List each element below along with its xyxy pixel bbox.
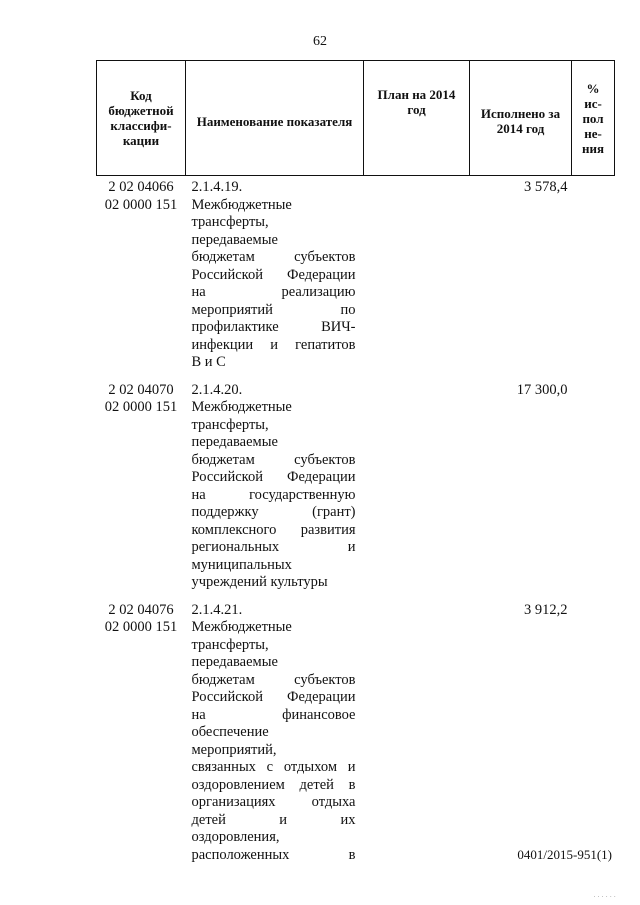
name-line: детей и их bbox=[191, 811, 356, 828]
name-line: расположенных в bbox=[191, 846, 356, 863]
name-line: Межбюджетные bbox=[191, 619, 292, 635]
name-line: трансферты, bbox=[191, 214, 269, 230]
name-line: 2.1.4.20. bbox=[191, 381, 243, 398]
header-name: Наименование показателя bbox=[186, 61, 364, 176]
page-number: 62 bbox=[313, 34, 327, 49]
name-line: на реализацию bbox=[191, 284, 356, 300]
name-line: связанных с отдыхом и bbox=[191, 759, 356, 775]
name-line: передаваемые bbox=[191, 231, 278, 248]
name-line: 2.1.4.19. bbox=[191, 179, 243, 195]
row-plan bbox=[364, 602, 470, 865]
budget-table bbox=[96, 60, 615, 864]
row-executed: 3 912,2 bbox=[524, 601, 568, 618]
name-line: передаваемые bbox=[191, 654, 278, 670]
row-plan bbox=[364, 176, 470, 372]
name-line: на финансовое bbox=[191, 706, 356, 723]
table-row bbox=[97, 176, 615, 372]
row-name bbox=[186, 602, 364, 865]
row-executed: 3 578,4 bbox=[524, 179, 568, 195]
row-code: 2 02 04066 02 0000 151 bbox=[104, 179, 178, 213]
row-percent bbox=[572, 176, 615, 372]
name-line: трансферты, bbox=[191, 416, 269, 433]
scan-mark: · · · · · · bbox=[593, 893, 616, 901]
name-line: Российской Федерации bbox=[191, 689, 356, 705]
name-line: профилактике ВИЧ- bbox=[191, 319, 356, 335]
table-row bbox=[97, 602, 615, 865]
row-code: 2 02 04070 02 0000 151 bbox=[104, 381, 178, 415]
table-header bbox=[97, 61, 615, 176]
name-line: Российской Федерации bbox=[191, 469, 356, 485]
name-line: Межбюджетные bbox=[191, 399, 292, 415]
row-name bbox=[186, 382, 364, 592]
name-line: 2.1.4.21. bbox=[191, 601, 243, 618]
header-code: Код бюджетной классифи- кации bbox=[97, 61, 186, 176]
row-percent bbox=[572, 382, 615, 592]
name-line: региональных и bbox=[191, 539, 356, 555]
name-line: муниципальных bbox=[191, 556, 292, 573]
header-plan: План на 2014 год bbox=[364, 61, 470, 176]
row-name bbox=[186, 176, 364, 372]
name-line: оздоровлением детей в bbox=[191, 776, 356, 793]
name-line: организациях отдыха bbox=[191, 794, 356, 810]
name-line: поддержку (грант) bbox=[191, 504, 356, 520]
document-code: 0401/2015-951(1) bbox=[517, 847, 612, 862]
row-executed: 17 300,0 bbox=[516, 381, 568, 398]
row-percent bbox=[572, 602, 615, 865]
name-line: обеспечение bbox=[191, 724, 269, 740]
row-code: 2 02 04076 02 0000 151 bbox=[104, 601, 178, 635]
header-executed: Исполнено за 2014 год bbox=[470, 61, 572, 176]
name-line: учреждений культуры bbox=[191, 574, 328, 590]
name-line: бюджетам субъектов bbox=[191, 451, 356, 468]
name-line: оздоровления, bbox=[191, 829, 280, 845]
row-plan bbox=[364, 382, 470, 592]
name-line: на государственную bbox=[191, 486, 356, 503]
name-line: Российской Федерации bbox=[191, 266, 356, 283]
name-line: бюджетам субъектов bbox=[191, 671, 356, 688]
name-line: инфекции и гепатитов bbox=[191, 336, 356, 353]
name-line: трансферты, bbox=[191, 636, 269, 653]
name-line: Межбюджетные bbox=[191, 196, 292, 213]
name-line: В и С bbox=[191, 354, 226, 370]
name-line: бюджетам субъектов bbox=[191, 249, 356, 265]
name-line: комплексного развития bbox=[191, 521, 356, 538]
name-line: передаваемые bbox=[191, 434, 278, 450]
name-line: мероприятий по bbox=[191, 301, 356, 318]
header-percent: % ис- пол не- ния bbox=[572, 61, 615, 176]
name-line: мероприятий, bbox=[191, 741, 277, 758]
table-row bbox=[97, 382, 615, 592]
